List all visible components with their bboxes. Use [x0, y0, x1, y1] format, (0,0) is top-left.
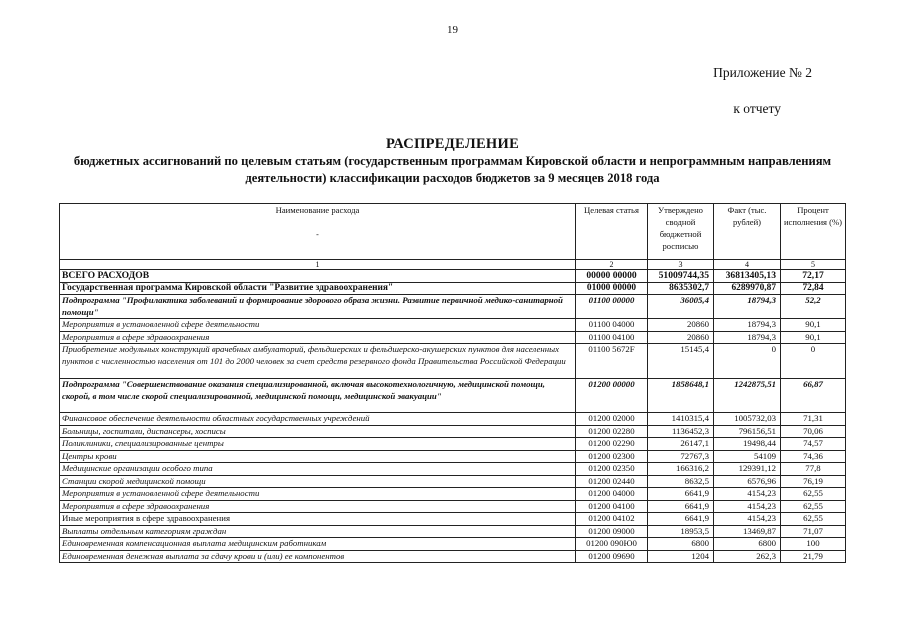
table-row: [60, 525, 846, 538]
column-number: 3: [648, 260, 714, 270]
table-row: [60, 475, 846, 488]
row-percent: 62,55: [781, 513, 846, 526]
row-name: Мероприятия в сфере здравоохранения: [60, 331, 576, 344]
header-code: Целевая статья: [576, 204, 648, 260]
document-title: РАСПРЕДЕЛЕНИЕ: [385, 136, 520, 152]
row-approved: 20860: [648, 319, 714, 332]
table-row: [60, 413, 846, 426]
row-approved: 72767,3: [648, 450, 714, 463]
row-code: 01200 02280: [576, 425, 648, 438]
row-fact: 1242875,51: [714, 379, 781, 413]
row-code: 01200 02350: [576, 463, 648, 476]
header-fact: Факт (тыс. рублей): [714, 204, 781, 260]
column-number: 5: [781, 260, 846, 270]
row-code: 01200 02000: [576, 413, 648, 426]
row-approved: 6641,9: [648, 513, 714, 526]
header-name-label: Наименование расхода: [275, 205, 360, 215]
row-percent: 71,31: [781, 413, 846, 426]
row-approved: 26147,1: [648, 438, 714, 451]
row-percent: 72,84: [781, 282, 846, 295]
row-fact: 36813405,13: [714, 270, 781, 283]
table-row: [60, 438, 846, 451]
table-body: [60, 270, 846, 563]
row-code: 01100 5672F: [576, 344, 648, 379]
row-code: 01200 00000: [576, 379, 648, 413]
row-name: Финансовое обеспечение деятельности областных государственных учреждений: [60, 413, 576, 426]
row-fact: 18794,3: [714, 295, 781, 319]
row-code: 01100 00000: [576, 295, 648, 319]
row-name: Государственная программа Кировской области "Развитие здравоохранения": [60, 282, 576, 295]
row-percent: 76,19: [781, 475, 846, 488]
row-fact: 6289970,87: [714, 282, 781, 295]
row-fact: 129391,12: [714, 463, 781, 476]
row-percent: 21,79: [781, 550, 846, 563]
table-row: [60, 319, 846, 332]
row-name: Мероприятия в установленной сфере деятельности: [60, 488, 576, 501]
row-approved: 20860: [648, 331, 714, 344]
row-code: 01200 04102: [576, 513, 648, 526]
row-approved: 1410315,4: [648, 413, 714, 426]
table-row: [60, 282, 846, 295]
row-fact: 262,3: [714, 550, 781, 563]
row-percent: 71,07: [781, 525, 846, 538]
table-row: [60, 550, 846, 563]
header-mark: -: [316, 230, 319, 239]
row-name: Больницы, госпитали, диспансеры, хосписы: [60, 425, 576, 438]
document-subtitle: бюджетных ассигнований по целевым статьям (государственным программам Кировской области и непрограммным направлениям деятельности) классификации расходов бюджетов за 9 месяцев 2018 года: [73, 154, 832, 185]
table-row: [60, 295, 846, 319]
row-approved: 51009744,35: [648, 270, 714, 283]
row-percent: 72,17: [781, 270, 846, 283]
budget-table: [59, 203, 846, 563]
table-row: [60, 450, 846, 463]
row-fact: 6800: [714, 538, 781, 551]
row-name: Подпрограмма "Профилактика заболеваний и формирование здорового образа жизни. Развитие первичной медико-санитарной помощи": [60, 295, 576, 319]
row-approved: 6641,9: [648, 488, 714, 501]
row-approved: 8632,5: [648, 475, 714, 488]
row-name: Медицинские организации особого типа: [60, 463, 576, 476]
row-fact: 796156,51: [714, 425, 781, 438]
row-name: Приобретение модульных конструкций врачебных амбулаторий, фельдшерских и фельдшерско-акушерских пунктов для населенных пунктов с численностью населения от 101 до 2000 человек за счет средств резервного фонда Правительства Российской Федерации: [60, 344, 576, 379]
row-name: Мероприятия в установленной сфере деятельности: [60, 319, 576, 332]
row-code: 00000 00000: [576, 270, 648, 283]
row-percent: 0: [781, 344, 846, 379]
row-fact: 0: [714, 344, 781, 379]
row-percent: 74,57: [781, 438, 846, 451]
row-percent: 90,1: [781, 331, 846, 344]
row-approved: 15145,4: [648, 344, 714, 379]
row-name: Центры крови: [60, 450, 576, 463]
row-fact: 13469,87: [714, 525, 781, 538]
row-percent: 52,2: [781, 295, 846, 319]
row-code: 01200 04100: [576, 500, 648, 513]
row-code: 01200 02290: [576, 438, 648, 451]
table-row: [60, 425, 846, 438]
header-name: [60, 204, 576, 260]
row-code: 01200 09690: [576, 550, 648, 563]
table-row: [60, 538, 846, 551]
row-fact: 18794,3: [714, 319, 781, 332]
row-name: ВСЕГО РАСХОДОВ: [60, 270, 576, 283]
row-approved: 18953,5: [648, 525, 714, 538]
table-row: [60, 513, 846, 526]
table-row: [60, 344, 846, 379]
page-number: 19: [447, 24, 458, 36]
row-name: Мероприятия в сфере здравоохранения: [60, 500, 576, 513]
row-fact: 18794,3: [714, 331, 781, 344]
row-code: 01200 09000: [576, 525, 648, 538]
row-approved: 1136452,3: [648, 425, 714, 438]
row-percent: 74,36: [781, 450, 846, 463]
header-percent: Процент исполнения (%): [781, 204, 846, 260]
row-fact: 6576,96: [714, 475, 781, 488]
appendix-label: Приложение № 2: [713, 65, 812, 80]
row-code: 01100 04000: [576, 319, 648, 332]
row-approved: 1204: [648, 550, 714, 563]
row-percent: 70,06: [781, 425, 846, 438]
table-header-row: [60, 204, 846, 260]
row-percent: 100: [781, 538, 846, 551]
column-number: 1: [60, 260, 576, 270]
row-percent: 77,8: [781, 463, 846, 476]
row-fact: 19498,44: [714, 438, 781, 451]
row-percent: 66,87: [781, 379, 846, 413]
row-percent: 90,1: [781, 319, 846, 332]
row-name: Единовременная денежная выплата за сдачу крови и (или) ее компонентов: [60, 550, 576, 563]
column-number-row: [60, 260, 846, 270]
row-code: 01200 02300: [576, 450, 648, 463]
to-report-label: к отчету: [733, 101, 781, 116]
row-approved: 36005,4: [648, 295, 714, 319]
row-approved: 1858648,1: [648, 379, 714, 413]
header-approved: Утверждено сводной бюджетной росписью: [648, 204, 714, 260]
row-fact: 4154,23: [714, 488, 781, 501]
row-fact: 4154,23: [714, 513, 781, 526]
row-name: Подпрограмма "Совершенствование оказания специализированной, включая высокотехнологичную, медицинской помощи, скорой, в том числе скорой специализированной, медицинской помощи, медицинской эвакуации": [60, 379, 576, 413]
row-code: 01200 090Ю0: [576, 538, 648, 551]
row-name: Поликлиники, специализированные центры: [60, 438, 576, 451]
row-code: 01000 00000: [576, 282, 648, 295]
row-name: Иные мероприятия в сфере здравоохранения: [60, 513, 576, 526]
row-name: Выплаты отдельным категориям граждан: [60, 525, 576, 538]
row-code: 01200 02440: [576, 475, 648, 488]
row-name: Единовременная компенсационная выплата медицинским работникам: [60, 538, 576, 551]
table-row: [60, 500, 846, 513]
row-approved: 166316,2: [648, 463, 714, 476]
row-fact: 1005732,03: [714, 413, 781, 426]
table-row: [60, 331, 846, 344]
row-approved: 8635302,7: [648, 282, 714, 295]
row-fact: 54109: [714, 450, 781, 463]
table-row: [60, 379, 846, 413]
table-row: [60, 463, 846, 476]
table-row: [60, 488, 846, 501]
row-fact: 4154,23: [714, 500, 781, 513]
row-approved: 6641,9: [648, 500, 714, 513]
row-code: 01100 04100: [576, 331, 648, 344]
table-row: [60, 270, 846, 283]
column-number: 4: [714, 260, 781, 270]
column-number: 2: [576, 260, 648, 270]
row-code: 01200 04000: [576, 488, 648, 501]
row-approved: 6800: [648, 538, 714, 551]
row-percent: 62,55: [781, 488, 846, 501]
row-percent: 62,55: [781, 500, 846, 513]
row-name: Станции скорой медицинской помощи: [60, 475, 576, 488]
